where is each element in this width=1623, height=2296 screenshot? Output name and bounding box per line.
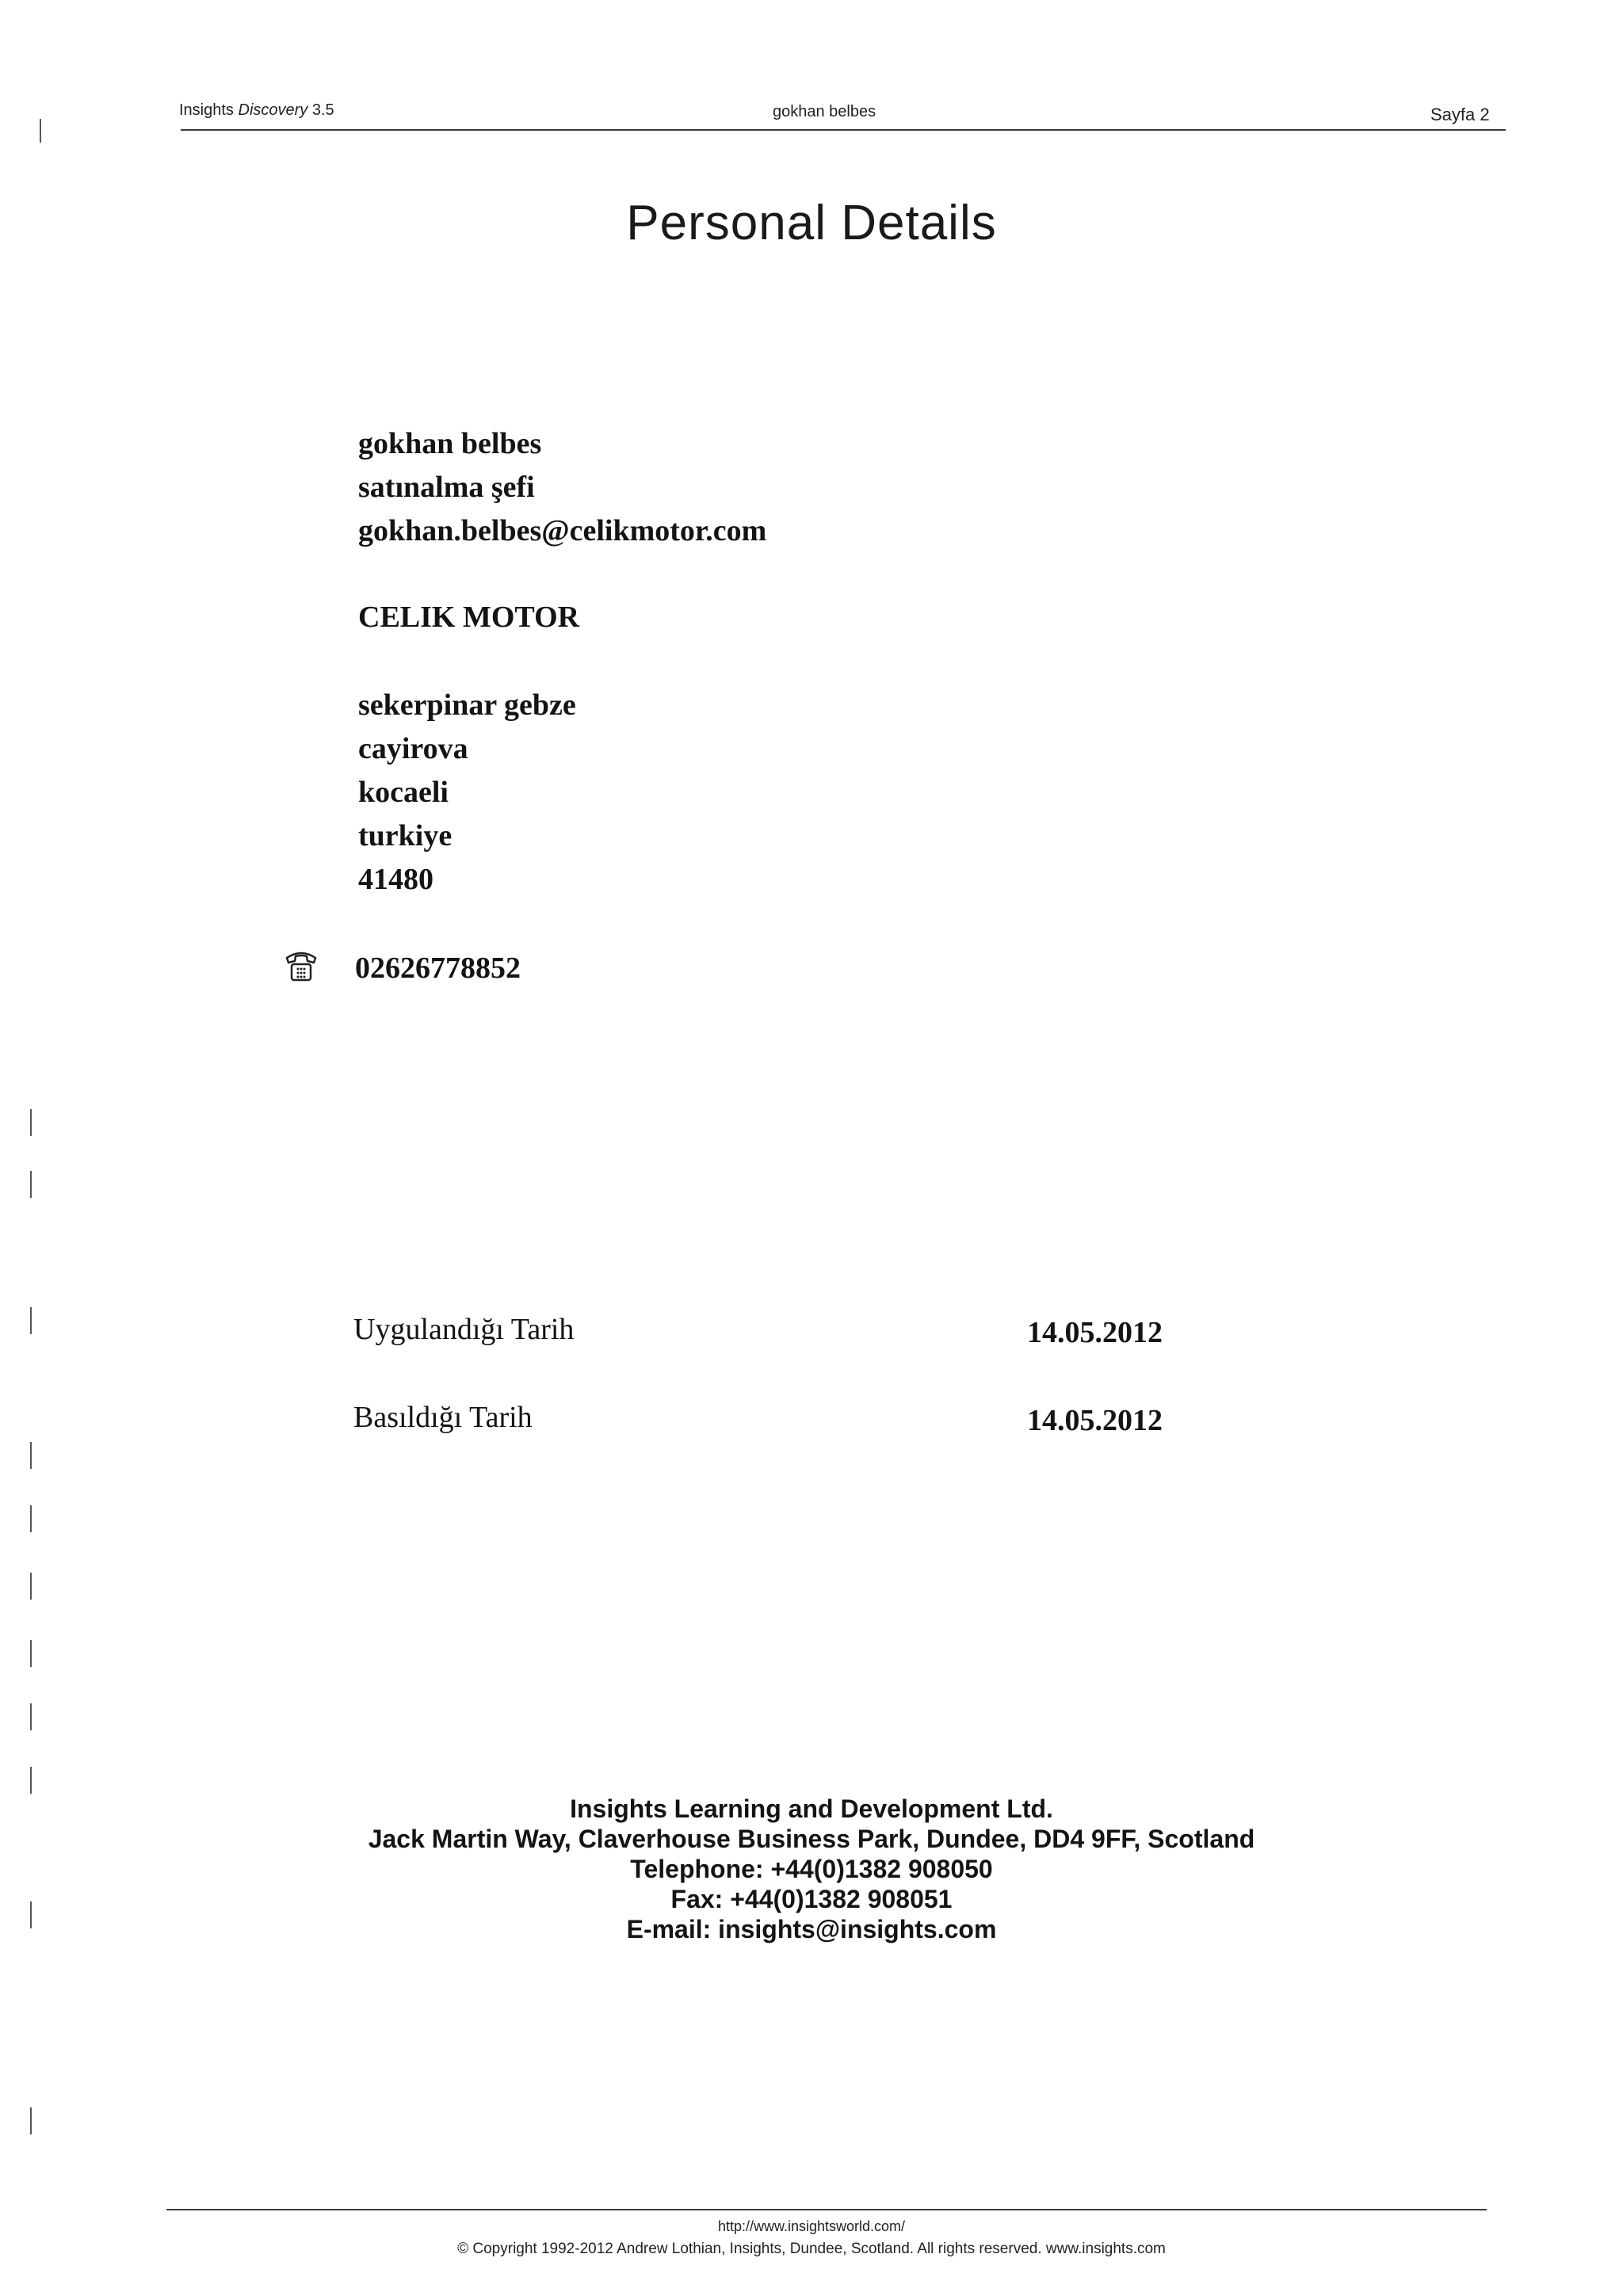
- scan-mark: [30, 2107, 32, 2134]
- contact-job-title: satınalma şefi: [358, 471, 535, 504]
- date-printed-label: Basıldığı Tarih: [353, 1401, 533, 1434]
- header-brand: [179, 101, 334, 120]
- company-address: Jack Martin Way, Claverhouse Business Park, Dundee, DD4 9FF, Scotland: [368, 1825, 1255, 1853]
- telephone-icon: [282, 947, 320, 985]
- date-applied-value: 14.05.2012: [1027, 1316, 1163, 1349]
- scan-mark: [30, 1767, 32, 1794]
- header-version: 3.5: [311, 101, 334, 119]
- address-line: turkiye: [358, 819, 453, 852]
- company-info: [0, 1794, 1623, 1944]
- date-printed-value: 14.05.2012: [1027, 1404, 1163, 1437]
- address-line: cayirova: [358, 732, 468, 765]
- contact-email: gokhan.belbes@celikmotor.com: [358, 514, 767, 547]
- company-fax: Fax: +44(0)1382 908051: [670, 1885, 953, 1913]
- address-postcode: 41480: [358, 863, 433, 896]
- header-page-number: Sayfa 2: [1430, 105, 1490, 124]
- header-rule: [181, 129, 1506, 131]
- footer-copyright: © Copyright 1992-2012 Andrew Lothian, Insights, Dundee, Scotland. All rights reserved. www.insights.com: [457, 2241, 1166, 2257]
- address-line: sekerpinar gebze: [358, 688, 576, 722]
- contact-name: gokhan belbes: [358, 427, 542, 460]
- scan-mark: [30, 1505, 32, 1532]
- header-brand-name: Insights: [179, 101, 234, 119]
- scan-mark: [30, 1703, 32, 1730]
- scan-mark: [30, 1171, 32, 1198]
- scan-mark: [40, 119, 41, 143]
- scan-mark: [30, 1640, 32, 1667]
- page-title: Personal Details: [626, 196, 997, 250]
- contact-company: CELIK MOTOR: [358, 601, 580, 634]
- scan-mark: [30, 1573, 32, 1600]
- company-name: Insights Learning and Development Ltd.: [570, 1794, 1053, 1823]
- footer-url: http://www.insightsworld.com/: [717, 2218, 906, 2234]
- scan-mark: [30, 1442, 32, 1469]
- company-telephone: Telephone: +44(0)1382 908050: [630, 1855, 993, 1883]
- contact-phone: 02626778852: [355, 952, 521, 985]
- header-person: gokhan belbes: [773, 103, 876, 120]
- company-email: E-mail: insights@insights.com: [626, 1915, 997, 1943]
- header-product: Discovery: [238, 101, 308, 119]
- date-applied-label: Uygulandığı Tarih: [353, 1313, 575, 1346]
- scan-mark: [30, 1307, 32, 1334]
- address-line: kocaeli: [358, 776, 449, 809]
- scan-mark: [30, 1109, 32, 1136]
- footer-rule: [166, 2209, 1487, 2210]
- scan-mark: [30, 1901, 32, 1928]
